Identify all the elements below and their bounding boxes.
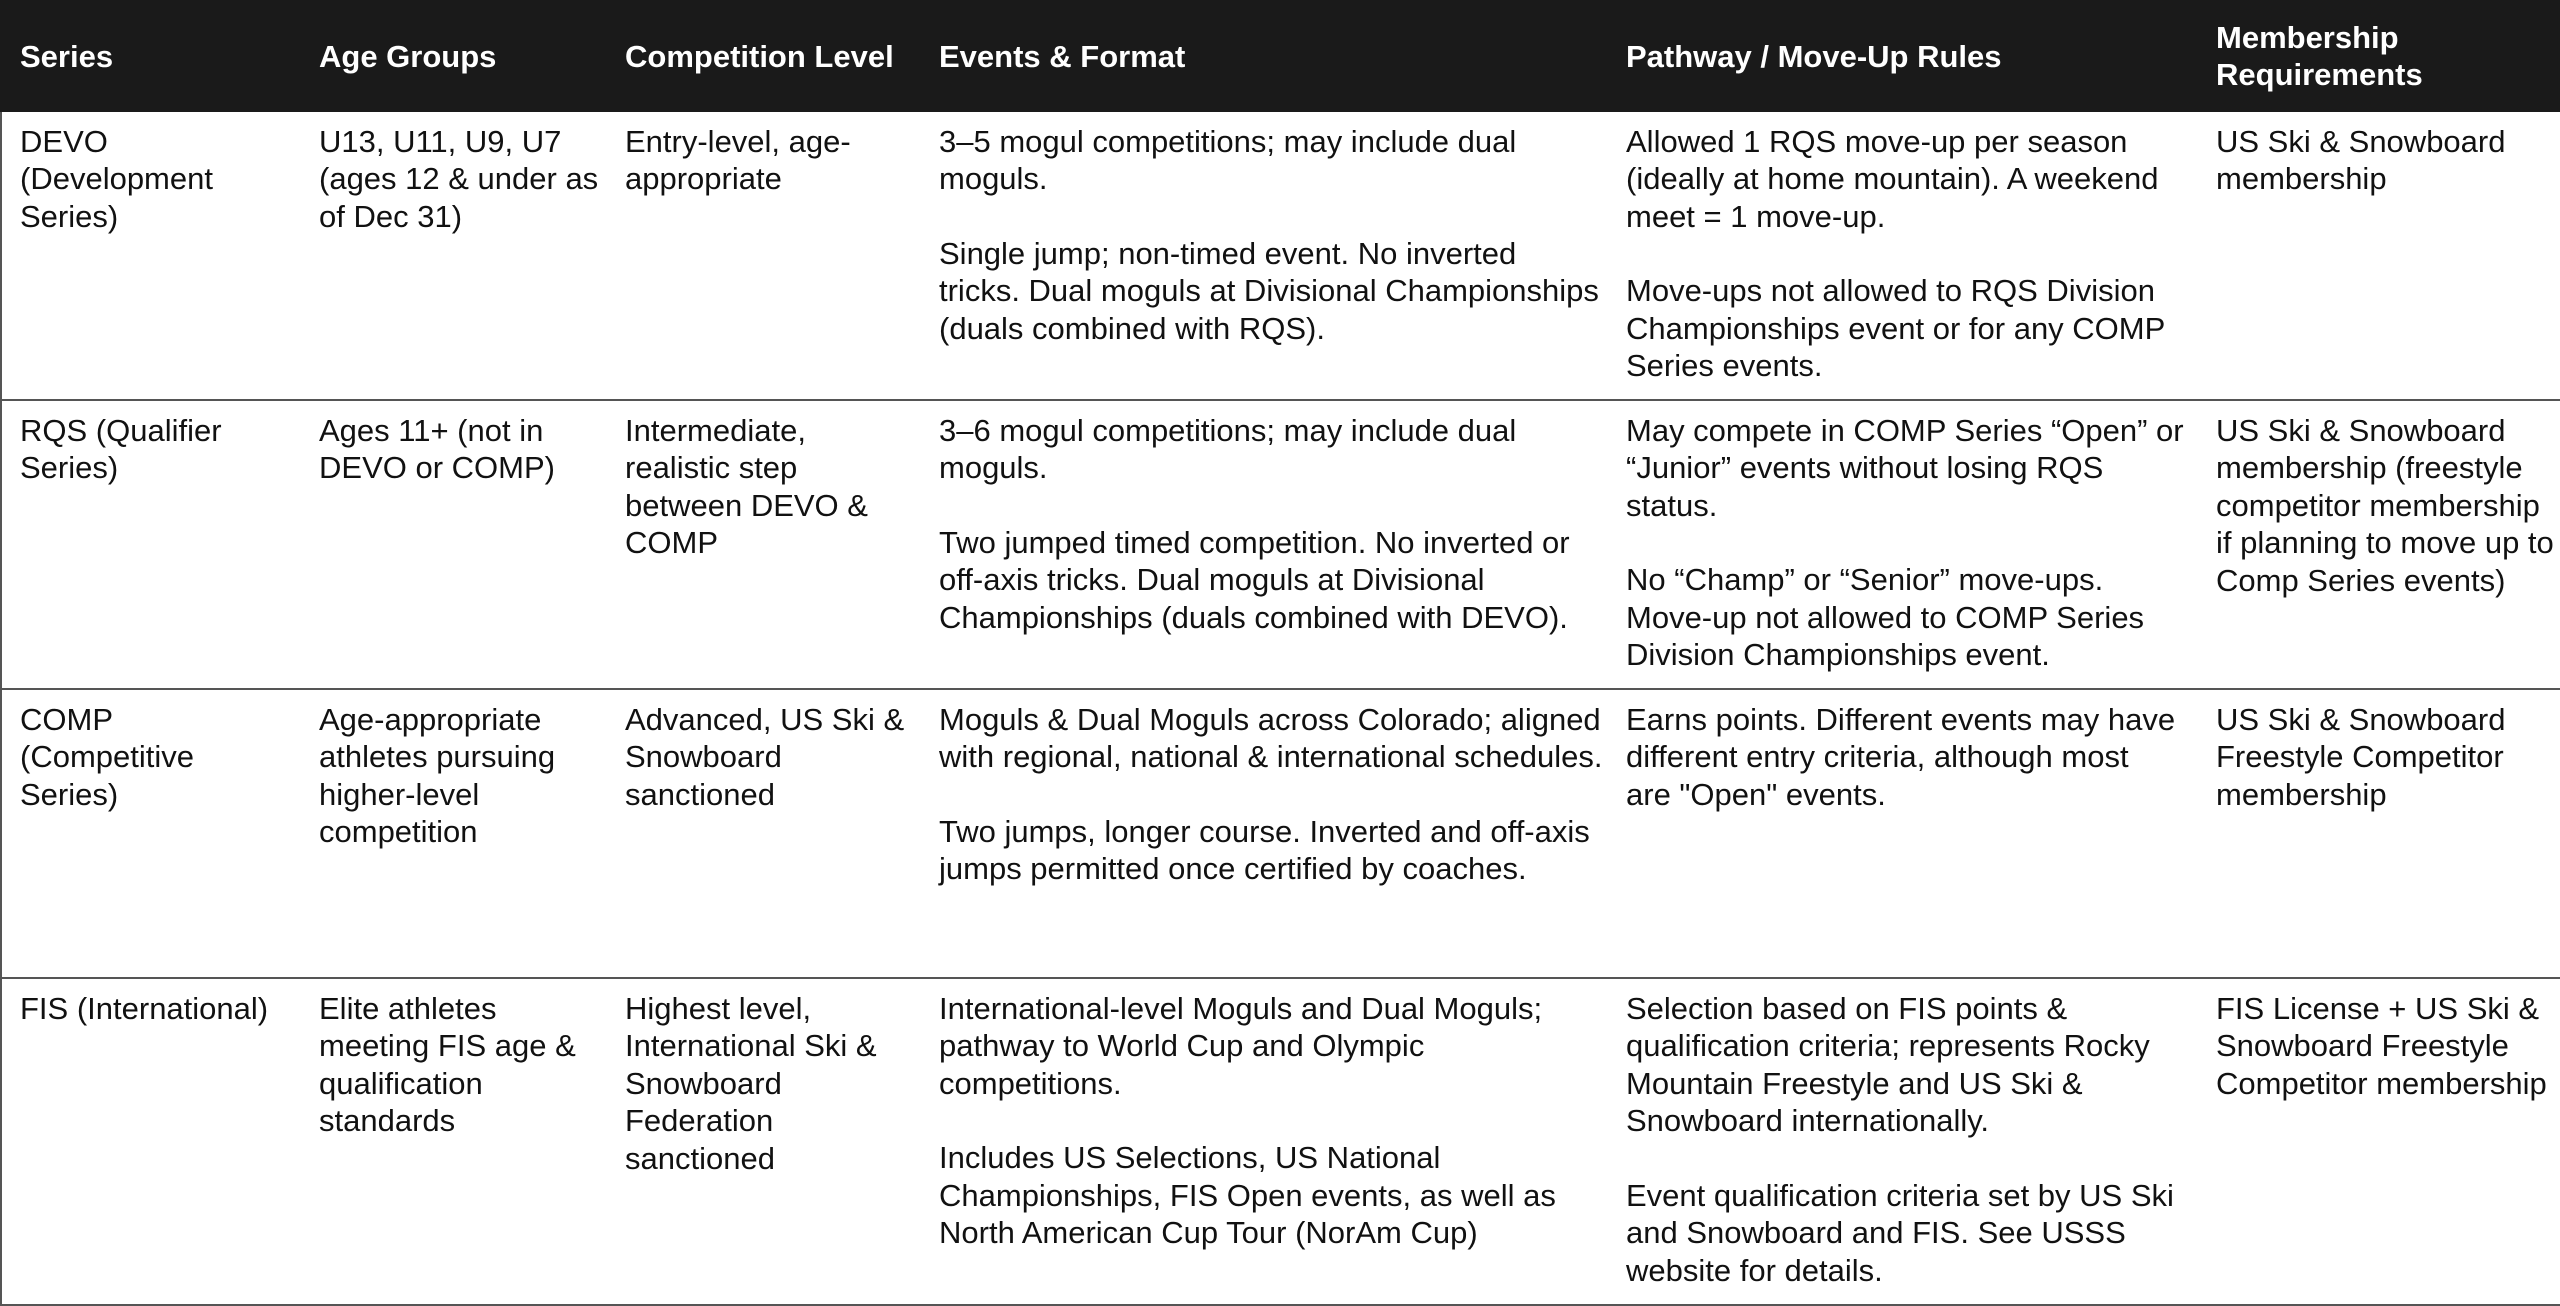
table-row [1, 112, 2560, 400]
cell-membership: US Ski & Snowboard Freestyle Competitor membership [2198, 689, 2560, 978]
events-paragraph: Two jumped timed competition. No inverted or off-axis tricks. Dual moguls at Divisional Championships (duals combined with DEVO). [939, 524, 1570, 635]
pathway-paragraph: Event qualification criteria set by US Ski and Snowboard and FIS. See USSS website for details. [1626, 1177, 2174, 1288]
cell-competition-level: Entry-level, age-appropriate [607, 112, 921, 400]
header-row [1, 1, 2560, 112]
cell-pathway [1608, 978, 2198, 1305]
cell-age-groups: Ages 11+ (not in DEVO or COMP) [301, 400, 607, 689]
cell-age-groups: Age-appropriate athletes pursuing higher-level competition [301, 689, 607, 978]
events-paragraph: International-level Moguls and Dual Moguls; pathway to World Cup and Olympic competitions. [939, 990, 1543, 1101]
cell-series: COMP (Competitive Series) [1, 689, 301, 978]
cell-pathway [1608, 112, 2198, 400]
cell-competition-level: Highest level, International Ski & Snowboard Federation sanctioned [607, 978, 921, 1305]
events-paragraph: 3–6 mogul competitions; may include dual moguls. [939, 412, 1517, 485]
header-series: Series [1, 1, 301, 112]
cell-events-format [921, 689, 1608, 978]
pathway-paragraph: Allowed 1 RQS move-up per season (ideally at home mountain). A weekend meet = 1 move-up. [1626, 123, 2159, 234]
header-membership: Membership Requirements [2198, 1, 2560, 112]
cell-events-format [921, 400, 1608, 689]
cell-competition-level: Intermediate, realistic step between DEVO & COMP [607, 400, 921, 689]
cell-age-groups: U13, U11, U9, U7 (ages 12 & under as of Dec 31) [301, 112, 607, 400]
pathway-paragraph: Move-ups not allowed to RQS Division Championships event or for any COMP Series events. [1626, 273, 2165, 383]
cell-series: RQS (Qualifier Series) [1, 400, 301, 689]
cell-membership: FIS License + US Ski & Snowboard Freestyle Competitor membership [2198, 978, 2560, 1305]
events-paragraph: 3–5 mogul competitions; may include dual moguls. [939, 123, 1517, 196]
cell-membership: US Ski & Snowboard membership (freestyle competitor membership if planning to move up to Comp Series events) [2198, 400, 2560, 689]
cell-series: DEVO (Development Series) [1, 112, 301, 400]
cell-series: FIS (International) [1, 978, 301, 1305]
header-pathway: Pathway / Move-Up Rules [1608, 1, 2198, 112]
table-row [1, 978, 2560, 1305]
cell-membership: US Ski & Snowboard membership [2198, 112, 2560, 400]
events-paragraph: Moguls & Dual Moguls across Colorado; aligned with regional, national & international schedules. [939, 701, 1603, 774]
cell-competition-level: Advanced, US Ski & Snowboard sanctioned [607, 689, 921, 978]
cell-pathway [1608, 689, 2198, 978]
pathway-paragraph: May compete in COMP Series “Open” or “Junior” events without losing RQS status. [1626, 412, 2184, 523]
table-row [1, 400, 2560, 689]
header-competition-level: Competition Level [607, 1, 921, 112]
pathway-paragraph: No “Champ” or “Senior” move-ups. Move-up not allowed to COMP Series Division Championships event. [1626, 562, 2145, 672]
events-paragraph: Includes US Selections, US National Championships, FIS Open events, as well as North American Cup Tour (NorAm Cup) [939, 1140, 1556, 1250]
cell-age-groups: Elite athletes meeting FIS age & qualification standards [301, 978, 607, 1305]
header-events-format: Events & Format [921, 1, 1608, 112]
cell-events-format [921, 112, 1608, 400]
table-row [1, 689, 2560, 978]
header-age-groups: Age Groups [301, 1, 607, 112]
table-body [1, 112, 2560, 1305]
table-header [1, 1, 2560, 112]
pathway-paragraph: Selection based on FIS points & qualification criteria; represents Rocky Mountain Freestyle and US Ski & Snowboard internationally. [1626, 990, 2150, 1138]
events-paragraph: Single jump; non-timed event. No inverted tricks. Dual moguls at Divisional Championships (duals combined with RQS). [939, 235, 1599, 346]
cell-events-format [921, 978, 1608, 1305]
pathway-paragraph: Earns points. Different events may have different entry criteria, although most are "Open" events. [1626, 701, 2176, 812]
events-paragraph: Two jumps, longer course. Inverted and off-axis jumps permitted once certified by coaches. [939, 813, 1590, 886]
cell-pathway [1608, 400, 2198, 689]
